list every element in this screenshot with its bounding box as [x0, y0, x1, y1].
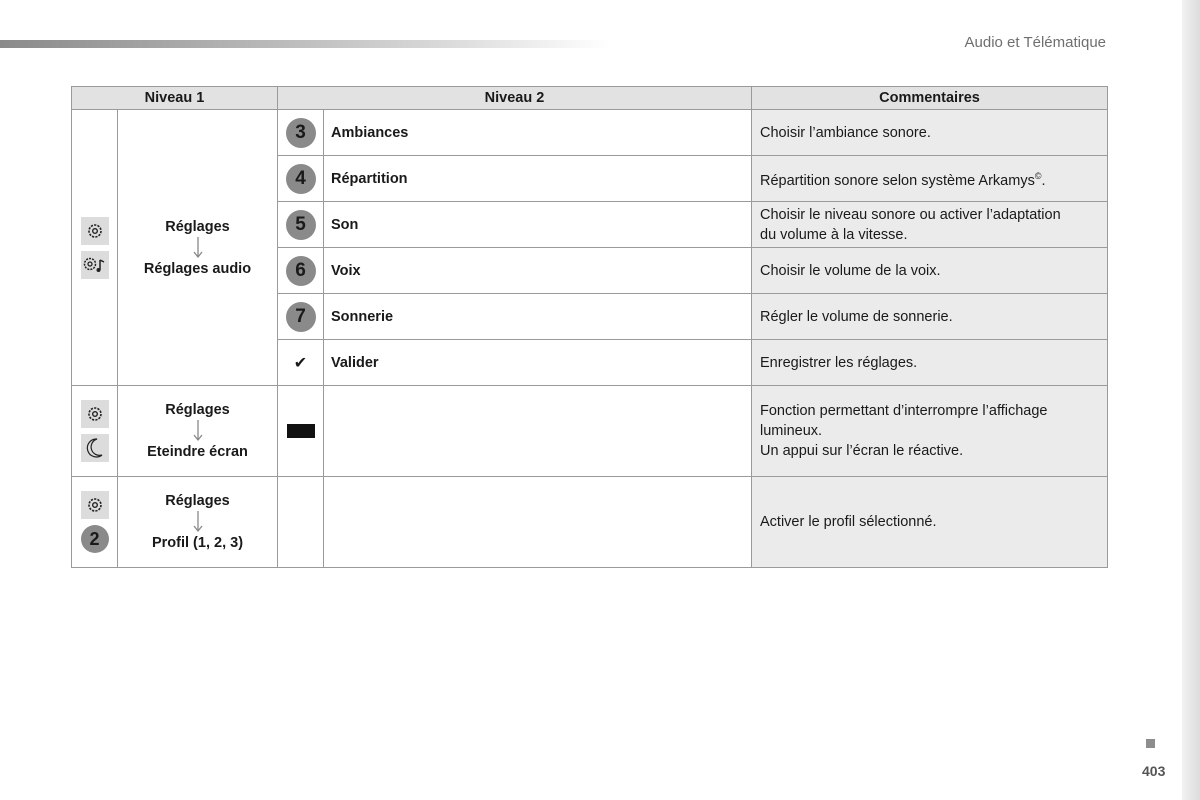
checkmark-icon: ✔ — [293, 354, 308, 372]
comment-line: Fonction permettant d’interrompre l’affichage — [760, 403, 1048, 419]
table-row — [72, 477, 1108, 568]
number-badge-icon: 7 — [286, 302, 316, 332]
number-badge-icon: 5 — [286, 210, 316, 240]
path-top-label: Réglages — [165, 402, 230, 418]
path-top-label: Réglages — [165, 218, 230, 235]
arrow-down-icon — [193, 420, 203, 442]
profile-badge: 2 — [81, 525, 109, 553]
level2-label: Voix — [324, 248, 752, 294]
comment-end: . — [1041, 172, 1046, 189]
path-bottom-label: Profil (1, 2, 3) — [151, 535, 244, 551]
gear-icon — [81, 400, 109, 428]
gear-icon — [81, 217, 109, 245]
level2-icon-cell — [278, 202, 324, 248]
comment-cell: Régler le volume de sonnerie. — [752, 294, 1108, 340]
arrow-down-icon — [193, 511, 203, 533]
header-decor-bar — [0, 40, 610, 48]
level2-icon-cell — [278, 248, 324, 294]
comment-line: lumineux. — [760, 423, 823, 439]
table-row — [72, 386, 1108, 477]
level1-path-cell — [118, 477, 278, 568]
copyright-mark: © — [1034, 171, 1042, 182]
number-badge-icon: 3 — [286, 118, 316, 148]
path-bottom-label: Réglages audio — [143, 260, 252, 277]
settings-menu-table — [71, 86, 1108, 568]
level1-path-cell — [118, 386, 278, 477]
level1-icons-cell — [72, 386, 118, 477]
number-badge-icon: 6 — [286, 256, 316, 286]
col-header-niveau1: Niveau 1 — [72, 87, 278, 110]
comment-cell — [752, 386, 1108, 477]
arrow-down-icon — [193, 237, 203, 259]
level2-icon-cell — [278, 294, 324, 340]
comment-cell: Choisir le volume de la voix. — [752, 248, 1108, 294]
comment-cell: Activer le profil sélectionné. — [752, 477, 1108, 568]
path-top-label: Réglages — [165, 493, 230, 509]
moon-icon — [81, 434, 109, 462]
table-header-row — [72, 87, 1108, 110]
table-row — [72, 110, 1108, 156]
level1-icons-cell — [72, 477, 118, 568]
level2-icon-cell — [278, 340, 324, 386]
comment-cell: Choisir l’ambiance sonore. — [752, 110, 1108, 156]
level2-label: Répartition — [324, 156, 752, 202]
level1-icons-cell — [72, 110, 118, 386]
section-title: Audio et Télématique — [964, 34, 1106, 51]
level1-path-cell — [118, 110, 278, 386]
page-number: 403 — [1142, 763, 1166, 779]
number-badge-icon: 4 — [286, 164, 316, 194]
path-bottom-label: Eteindre écran — [147, 444, 248, 460]
comment-line: Choisir le niveau sonore ou activer l’adaptation — [760, 206, 1061, 223]
comment-line: Un appui sur l’écran le réactive. — [760, 443, 964, 459]
page-marker — [1146, 739, 1155, 748]
level2-label-empty — [324, 386, 752, 477]
gear-music-icon — [81, 251, 109, 279]
level2-label: Ambiances — [324, 110, 752, 156]
comment-cell — [752, 156, 1108, 202]
col-header-niveau2: Niveau 2 — [278, 87, 752, 110]
level2-icon-cell — [278, 156, 324, 202]
screen-off-icon — [287, 424, 315, 438]
col-header-commentaires: Commentaires — [752, 87, 1108, 110]
comment-cell: Enregistrer les réglages. — [752, 340, 1108, 386]
profile-number-icon — [72, 525, 117, 553]
level2-label-empty — [324, 477, 752, 568]
comment-line: du volume à la vitesse. — [760, 226, 908, 243]
level2-icon-cell — [278, 386, 324, 477]
page-edge-strip — [1182, 0, 1200, 800]
level2-label: Valider — [324, 340, 752, 386]
gear-icon — [81, 491, 109, 519]
level2-label: Sonnerie — [324, 294, 752, 340]
level2-icon-cell-empty — [278, 477, 324, 568]
comment-cell — [752, 202, 1108, 248]
level2-icon-cell — [278, 110, 324, 156]
level2-label: Son — [324, 202, 752, 248]
comment-text: Répartition sonore selon système Arkamys — [760, 172, 1035, 189]
